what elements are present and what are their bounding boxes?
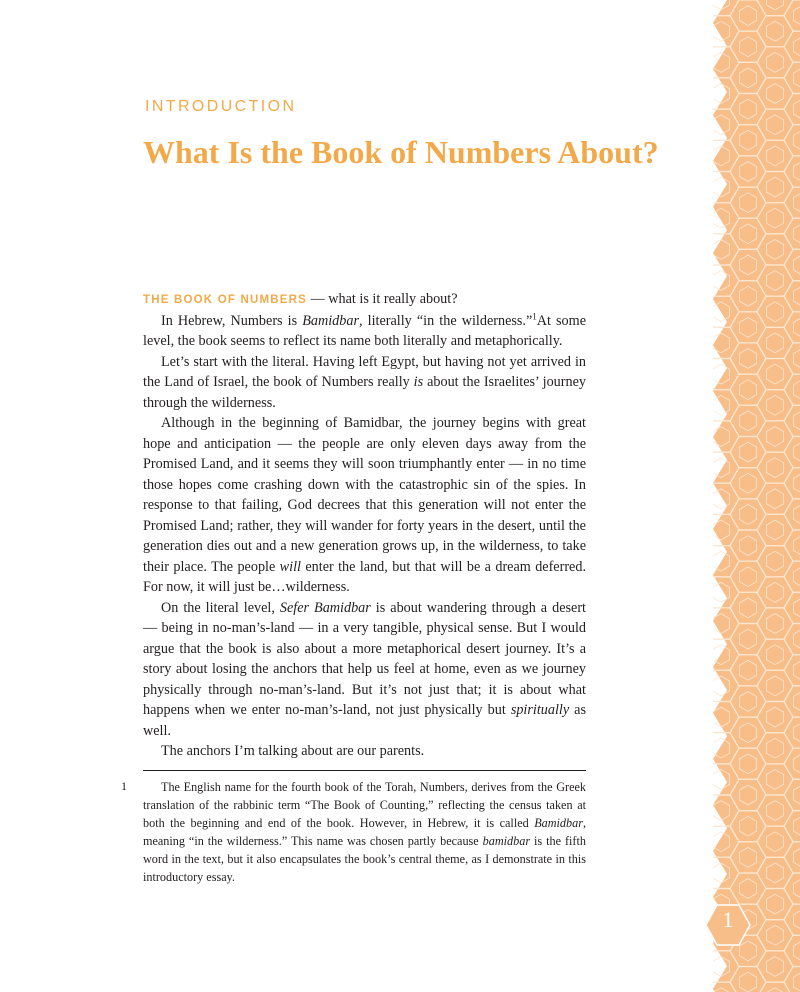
paragraph-5: On the literal level, Sefer Bamidbar is about wandering through a desert — being in no-man’s-land — in a very tangible, physical sense. But I would argue that the book is also about a more metaphorical desert journey. It’s a story about losing the anchors that help us feel at home, even as we journey physically through no-man’s-land. But it’s not just that; it is about what happens when we enter no-man’s-land, not just physically but spiritually as well. <box>143 599 586 739</box>
footnote-text: The English name for the fourth book of the Torah, Numbers, derives from the Greek translation of the rabbinic term “The Book of Counting,” reflecting the census taken at both the beginning and end of the book. However, in Hebrew, it is called Bamidbar, meaning “in the wilderness.” This name was chosen partly because bamidbar is the fifth word in the text, but it also encapsulates the book’s central theme, as I demonstrate in this introductory essay. <box>143 780 586 884</box>
page-number: 1 <box>722 907 734 932</box>
paragraph-2: In Hebrew, Numbers is Bamidbar, literally “in the wilderness.”$^1$At some level, the book seems to reflect its name both literally and metaphorically. <box>143 310 586 349</box>
decorative-pattern-band <box>713 0 800 992</box>
paragraph-3: Let’s start with the literal. Having left Egypt, but having not yet arrived in the Land of Israel, the book of Numbers really is about the Israelites’ journey through the wilderness. <box>143 353 586 411</box>
paragraph-6: The anchors I’m talking about are our parents. <box>161 743 425 759</box>
footnote-number: 1 <box>121 779 127 793</box>
chapter-kicker: INTRODUCTION <box>145 98 297 115</box>
paragraph-4: Although in the beginning of Bamidbar, the journey begins with great hope and anticipation — the people are only eleven days away from the Promised Land, and it seems they will soon triumphantly enter — in no time those hopes come crashing down with the catastrophic sin of the spies. In response to that failing, God decrees that this generation will not enter the Promised Land; rather, they will wander for forty years in the desert, until the generation dies out and a new generation grows up, in the wilderness, to take their place. The people will enter the land, but that will be a dream deferred. For now, it will just be…wilderness. <box>143 415 586 595</box>
lead-in: THE BOOK OF NUMBERS <box>143 294 307 306</box>
paragraph-1: THE BOOK OF NUMBERS — what is it really about? <box>143 291 458 307</box>
footnote-ref[interactable]: 1 <box>532 310 537 321</box>
chapter-title: What Is the Book of Numbers About? <box>143 134 659 170</box>
footnote-divider <box>143 770 586 771</box>
geometric-pattern <box>713 0 800 992</box>
body-text <box>143 289 586 762</box>
